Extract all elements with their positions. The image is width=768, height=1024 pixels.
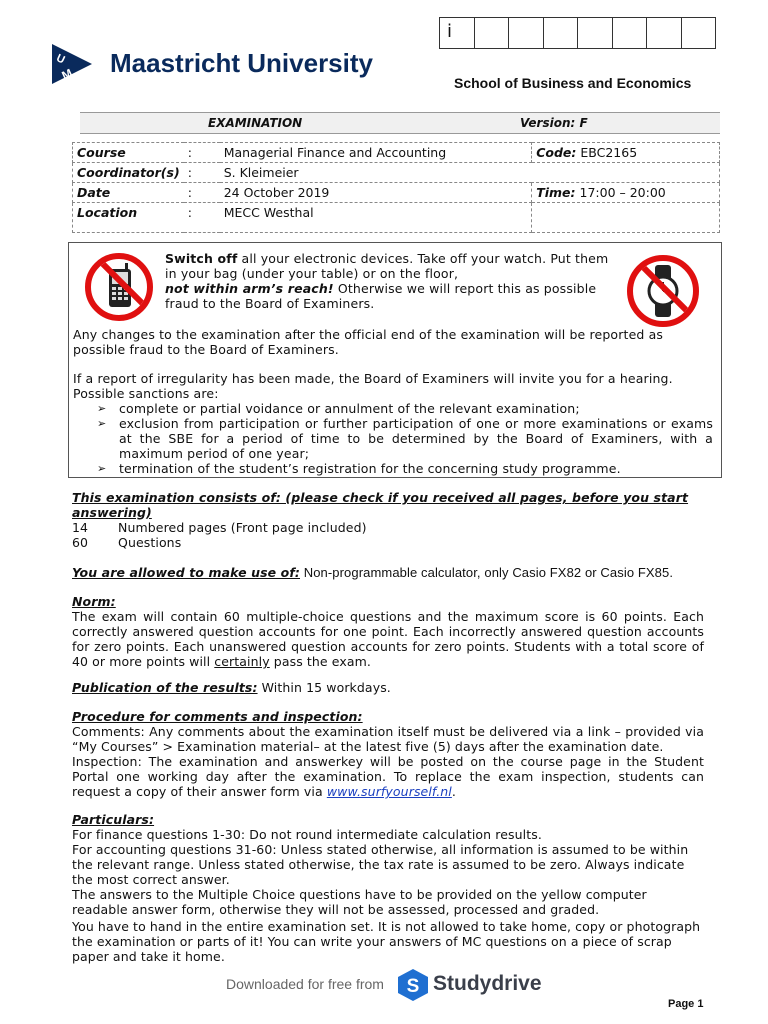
id-cell[interactable] — [577, 17, 613, 49]
id-cell[interactable] — [612, 17, 648, 49]
info-row-date — [73, 183, 720, 203]
studydrive-logo-icon — [397, 968, 429, 1002]
university-name: Maastricht University — [110, 48, 373, 78]
particulars-heading: Particulars: — [72, 812, 155, 827]
irregularity-paragraph: If a report of irregularity has been made, the Board of Examiners will invite you for a hearing. Possible sanctions are: — [73, 371, 673, 401]
university-logo-icon — [48, 40, 96, 88]
norm-text-end: pass the exam. — [269, 654, 371, 669]
sanctions-list — [73, 401, 713, 476]
switch-off-label: Switch off — [165, 251, 238, 266]
surfyourself-link[interactable]: www.surfyourself.nl — [326, 784, 452, 799]
time-value: 17:00 – 20:00 — [579, 185, 666, 200]
colon: : — [184, 183, 220, 203]
no-phone-icon — [85, 253, 153, 321]
downloaded-from-text: Downloaded for free from — [226, 976, 384, 992]
studydrive-brand[interactable]: Studydrive — [433, 972, 542, 995]
code-value: EBC2165 — [580, 145, 638, 160]
inspection-end: . — [451, 784, 456, 799]
comments-text: Comments: Any comments about the examination itself must be delivered via a link – provided via “My Courses” > Examination material– at the latest five (5) days after the examination date. — [72, 724, 704, 754]
publication-section — [72, 680, 718, 695]
school-name: School of Business and Economics — [454, 75, 692, 91]
exam-info-table — [72, 142, 720, 233]
no-watch-icon — [627, 255, 699, 327]
colon: : — [184, 143, 220, 163]
exam-version: Version: F — [520, 116, 588, 130]
warning-box — [68, 242, 722, 478]
coordinator-value: S. Kleimeier — [220, 163, 720, 183]
changes-paragraph: Any changes to the examination after the official end of the examination will be reported as possible fraud to the Board of Examiners. — [73, 327, 664, 357]
svg-text:M: M — [59, 65, 75, 83]
procedure-heading: Procedure for comments and inspection: — [72, 709, 363, 724]
id-cell[interactable] — [474, 17, 510, 49]
norm-certainly: certainly — [214, 654, 270, 669]
allowed-heading: You are allowed to make use of: — [72, 565, 300, 580]
svg-text:U: U — [54, 52, 67, 67]
fraud-text: fraud to the Board of Examiners. — [165, 296, 375, 311]
date-value: 24 October 2019 — [220, 183, 532, 203]
colon: : — [184, 163, 220, 183]
coordinator-label: Coordinator(s) — [73, 163, 184, 183]
norm-text: The exam will contain 60 multiple-choice questions and the maximum score is 60 points. Each correctly answered question accounts for one point. Each incorrectly answered question accounts for zero points. Each unanswered question accounts for zero points. Students with a total score of 40 or more points will — [72, 609, 704, 669]
id-cell[interactable] — [646, 17, 682, 49]
pages-row — [72, 520, 718, 535]
location-value: MECC Westhal — [220, 203, 532, 233]
id-cell[interactable] — [543, 17, 579, 49]
particulars-section — [72, 812, 706, 964]
pages-text: Numbered pages (Front page included) — [118, 520, 367, 535]
empty-cell — [532, 203, 720, 233]
questions-count: 60 — [72, 535, 89, 550]
id-cell[interactable] — [681, 17, 717, 49]
code-label: Code: — [536, 145, 577, 160]
info-row-course — [73, 143, 720, 163]
info-row-location — [73, 203, 720, 233]
norm-section — [72, 594, 704, 669]
allowed-text: Non-programmable calculator, only Casio FX82 or Casio FX85. — [300, 565, 674, 580]
location-label: Location — [73, 203, 184, 233]
answers-text: The answers to the Multiple Choice questions have to be provided on the yellow computer readable answer form, otherwise they will not be assessed, processed and graded. — [72, 887, 647, 917]
sanction-item: ➢ exclusion from participation or further participation of one or more examinations or exams at the SBE for a period of time to be determined by the Board of Examiners, with a maximum period of one year; — [73, 416, 713, 461]
not-within-reach: not within arm’s reach! — [165, 281, 334, 296]
switch-off-text: all your electronic devices. Take off your watch. Put them — [237, 251, 609, 266]
time-label: Time: — [536, 185, 576, 200]
consists-section — [72, 490, 718, 550]
sanction-item: ➢ termination of the student’s registration for the concerning study programme. — [73, 461, 713, 476]
accounting-text: For accounting questions 31-60: Unless stated otherwise, all information is assumed to be within the relevant range. Unless stated otherwise, the tax rate is assumed to be zero. Always indicate the most correct answer. — [72, 842, 689, 887]
switch-off-notice — [165, 251, 625, 311]
questions-text: Questions — [118, 535, 182, 550]
exam-label: EXAMINATION — [208, 116, 303, 130]
questions-row — [72, 535, 718, 550]
finance-text: For finance questions 1-30: Do not round intermediate calculation results. — [72, 827, 542, 842]
allowed-section — [72, 565, 718, 580]
course-label: Course — [73, 143, 184, 163]
consists-heading: This examination consists of: (please check if you received all pages, before you start answering) — [72, 490, 689, 520]
date-label: Date — [73, 183, 184, 203]
handin-text: You have to hand in the entire examination set. It is not allowed to take home, copy or photograph the examination or parts of it! You can write your answers of MC questions on a piece of scrap paper and take it home. — [72, 919, 701, 964]
code-cell — [532, 143, 720, 163]
sanction-item: ➢ complete or partial voidance or annulment of the relevant examination; — [73, 401, 713, 416]
colon: : — [184, 203, 220, 233]
publication-heading: Publication of the results: — [72, 680, 258, 695]
studydrive-logo-letter: S — [406, 976, 420, 997]
pages-count: 14 — [72, 520, 89, 535]
course-value: Managerial Finance and Accounting — [220, 143, 532, 163]
procedure-section — [72, 709, 704, 799]
id-cell[interactable]: i — [439, 17, 475, 49]
report-text: Otherwise we will report this as possible — [333, 281, 597, 296]
id-cell[interactable] — [508, 17, 544, 49]
publication-text: Within 15 workdays. — [257, 680, 391, 695]
norm-heading: Norm: — [72, 594, 116, 609]
page-number: Page 1 — [668, 998, 704, 1010]
time-cell — [532, 183, 720, 203]
bag-text: in your bag (under your table) or on the floor, — [165, 266, 459, 281]
exam-header-bar — [80, 112, 720, 134]
student-number-grid — [440, 17, 716, 49]
info-row-coordinator — [73, 163, 720, 183]
inspection-text: Inspection: The examination and answerkey will be posted on the course page in the Student Portal one working day after the examination. To replace the exam inspection, students can request a copy of their answer form via — [72, 754, 704, 799]
